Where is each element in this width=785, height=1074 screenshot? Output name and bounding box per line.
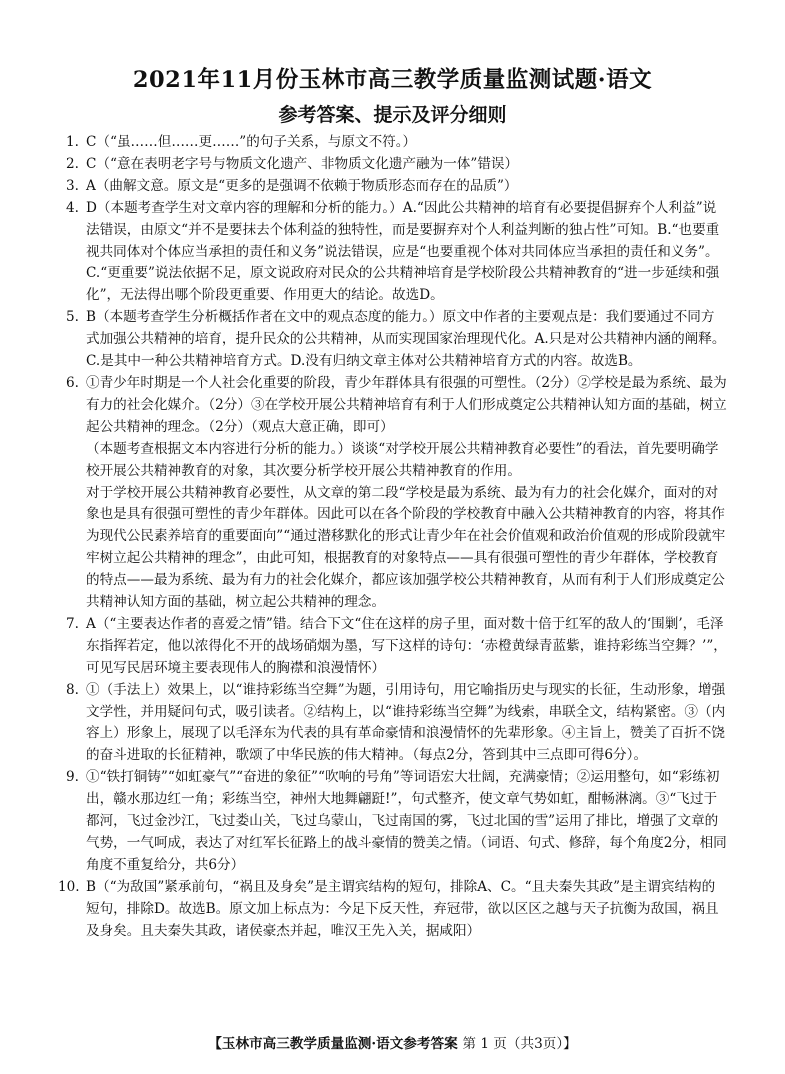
answer-number: 7. xyxy=(66,615,79,632)
answer-number: 4. xyxy=(66,199,79,216)
answer-item-4 xyxy=(66,198,728,308)
answer-text: A（曲解文意。原文是“更多的是强调不依赖于物质形态而存在的品质”） xyxy=(86,177,518,194)
answer-number: 9. xyxy=(66,769,79,786)
answer-text: C（“虽……但……更……”的句子关系，与原文不符。） xyxy=(86,134,417,150)
answer-item-3 xyxy=(66,176,728,198)
answer-text: ①“铁打铜铸”“如虹豪气”“奋进的象征”“吹响的号角”等词语宏大壮阔，充满豪情；②运用整句，如“彩练初出，赣水那边红一角；彩练当空，神州大地舞翩跹!”，句式整齐，使文章气势如虹，酣畅淋漓。③“飞过于都河，飞过金沙江，飞过娄山关，飞过乌蒙山，飞过南国的雾，飞过北国的雪”运用了排比，增强了文章的气势，一气呵成，表达了对红军长征路上的战斗豪情的赞美之情。（词语、句式、修辞，每个角度2分，相同角度不重复给分，共6分） xyxy=(86,769,727,873)
answer-item-6 xyxy=(66,373,728,439)
answer-6-analysis: （本题考查根据文本内容进行分析的能力。）谈谈“对学校开展公共精神教育必要性”的看法，首先要明确学校开展公共精神教育的对象，其次要分析学校开展公共精神教育的作用。 xyxy=(86,440,719,479)
answer-6-explanation: 对于学校开展公共精神教育必要性，从文章的第二段“学校是最为系统、最为有力的社会化媒介，面对的对象也是具有很强可塑性的青少年群体。因此可以在各个阶段的学校教育中融入公共精神教育的内容，将其作为现代公民素养培育的重要面向”“通过潜移默化的形式让青少年在社会价值观和政治价值观的形成阶段就牢牢树立起公共精神的理念”，由此可知，根据教育的对象特点——具有很强可塑性的青少年群体，学校教育的特点——最为系统、最为有力的社会化媒介，都应该加强学校公共精神教育，从而有利于人们形成奠定公共精神认知方面的基础，树立起公共精神的理念。 xyxy=(86,484,726,611)
footer-label: 【玉林市高三教学质量监测·语文参考答案 xyxy=(208,1036,458,1052)
answer-text: ①（手法上）效果上，以“谁持彩练当空舞”为题，引用诗句，用它喻指历史与现实的长征，生动形象，增强文学性，并用疑问句式，吸引读者。②结构上，以“谁持彩练当空舞”为线索，串联全文，结构紧密。③（内容上）形象上，展现了以毛泽东为代表的具有革命豪情和浪漫情怀的先辈形象。④主旨上，赞美了百折不饶的奋斗进取的长征精神，歌颂了中华民族的伟大精神。（每点2分，答到其中三点即可得6分）。 xyxy=(86,681,726,764)
answer-item-1 xyxy=(66,132,728,154)
answer-number: 5. xyxy=(66,309,79,326)
answer-item-9 xyxy=(66,767,728,877)
answer-body xyxy=(58,132,728,943)
answer-text: B（本题考查学生分析概括作者在文中的观点态度的能力。）原文中作者的主要观点是：我们要通过不同方式加强公共精神的培育，提升民众的公共精神，从而实现国家治理现代化。A.只是对公共精神内涵的阐释。C.是其中一种公共精神培育方式。D.没有归纳文章主体对公共精神培育方式的内容。故选B。 xyxy=(86,309,726,370)
answer-number: 1. xyxy=(66,134,79,150)
answer-item-7 xyxy=(66,614,728,680)
answer-text: A（“主要表达作者的喜爱之情”错。结合下文“住在这样的房子里，面对数十倍于红军的敌人的‘围剿’，毛泽东指挥若定，他以浓得化不开的战场硝烟为墨，写下这样的诗句：‘赤橙黄绿青蓝紫，谁持彩练当空舞？’”，可见写民居环境主要表现伟人的胸襟和浪漫情怀） xyxy=(86,615,727,676)
answer-number: 3. xyxy=(66,177,79,194)
answer-number: 10. xyxy=(58,878,80,895)
answer-item-5 xyxy=(66,307,728,373)
answer-number: 6. xyxy=(66,374,79,391)
answer-number: 8. xyxy=(66,681,79,698)
answer-text: D（本题考查学生对文章内容的理解和分析的能力。）A.“因此公共精神的培育有必要提倡摒弃个人利益”说法错误，由原文“并不是要抹去个体利益的独特性，而是要摒弃对个人利益判断的独占性”可知。B.“也要重视共同体对个体应当承担的责任和义务”说法错误，应是“也要重视个体对共同体应当承担的责任和义务”。C.“更重要”说法依据不足，原文说政府对民众的公共精神培育是学校阶段公共精神教育的“进一步延续和强化”，无法得出哪个阶段更重要、作用更大的结论。故选D。 xyxy=(86,199,720,304)
answer-text: ①青少年时期是一个人社会化重要的阶段，青少年群体具有很强的可塑性。（2分）②学校是最为系统、最为有力的社会化媒介。（2分）③在学校开展公共精神培育有利于人们形成奠定公共精神认知方面的基础，树立起公共精神的理念。（2分）（观点大意正确，即可） xyxy=(86,374,727,435)
answer-number: 2. xyxy=(66,155,79,172)
page-footer xyxy=(0,1032,785,1052)
answer-item-10 xyxy=(58,877,728,943)
page-subtitle: 参考答案、提示及评分细则 xyxy=(278,104,507,126)
answer-item-2 xyxy=(66,154,728,176)
page-title: 2021年11月份玉林市高三教学质量监测试题·语文 xyxy=(132,67,653,93)
answer-text: B（“为敌国”紧承前句，“祸且及身矣”是主谓宾结构的短句，排除A、C。“且夫秦失其政”是主谓宾结构的短句，排除D。故选B。原文加上标点为：今足下反天性，弃冠带，欲以区区之越与天子抗衡为敌国，祸且及身矣。且夫秦失其政，诸侯豪杰并起，唯汉王先入关，据咸阳） xyxy=(86,878,719,939)
answer-item-8 xyxy=(66,680,728,768)
footer-page-number: 第 1 页（共3页）】 xyxy=(462,1036,577,1052)
answer-text: C（“意在表明老字号与物质文化遗产、非物质文化遗产融为一体”错误） xyxy=(86,155,519,172)
